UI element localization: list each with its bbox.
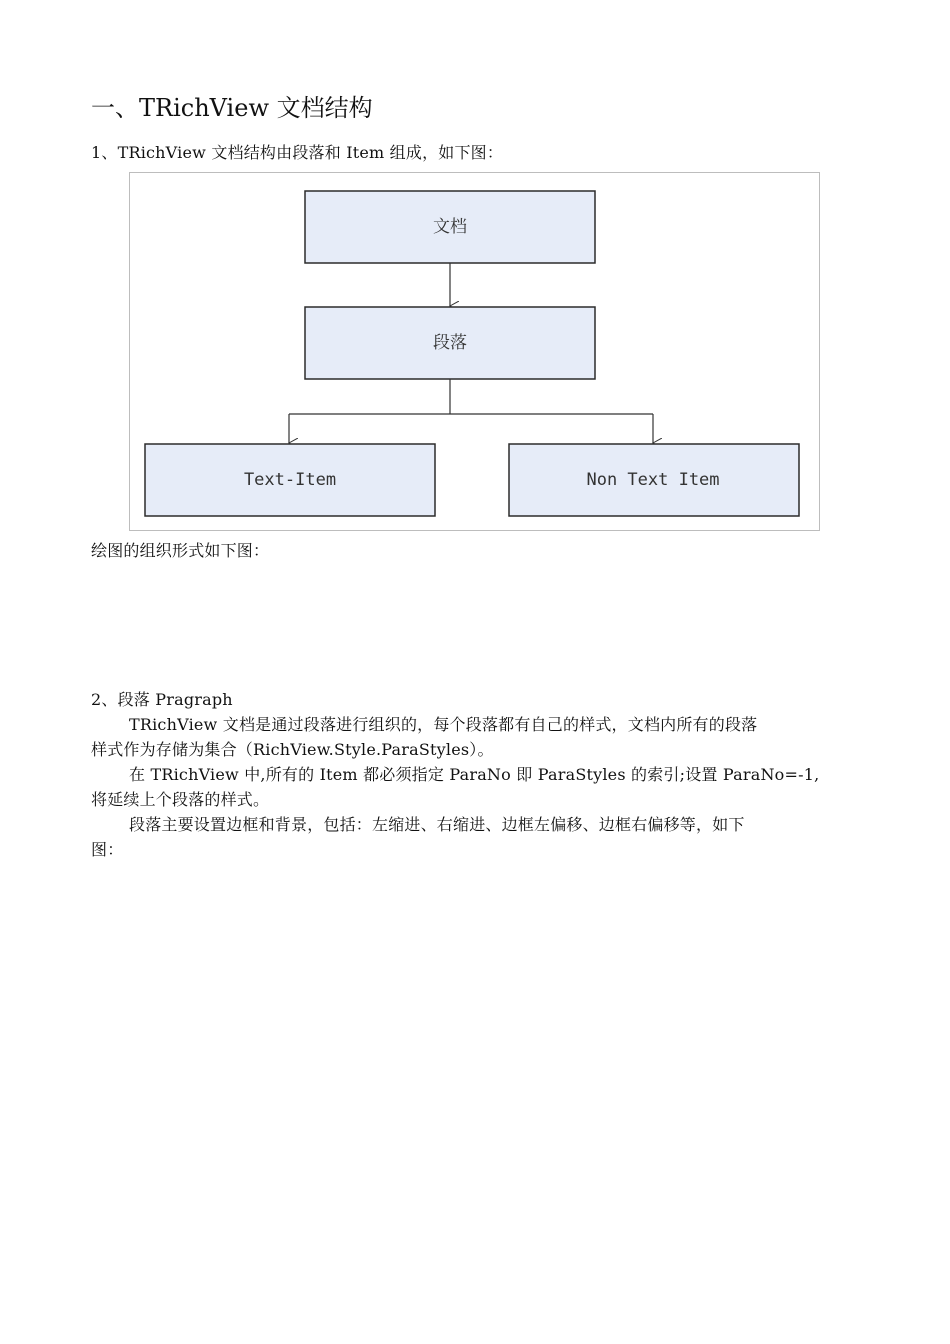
node-text-item-label: Text-Item <box>243 470 337 490</box>
node-document-label: 文档 <box>433 217 467 237</box>
node-non-text-item-label: Non Text Item <box>586 470 720 490</box>
section2-line: 将延续上个段落的样式。 <box>91 790 270 809</box>
node-document <box>305 191 595 263</box>
section2-title: 2、段落 Pragraph <box>91 690 233 709</box>
node-non-text-item <box>509 444 799 516</box>
diagram-caption: 绘图的组织形式如下图： <box>91 541 270 560</box>
connector-paragraph-to-items <box>289 379 653 443</box>
section2-line: 图： <box>91 840 124 859</box>
diagram-canvas <box>130 173 821 532</box>
section2-line: 段落主要设置边框和背景，包括：左缩进、右缩进、边框左偏移、边框右偏移等，如下 <box>129 815 745 834</box>
node-text-item <box>145 444 435 516</box>
section2-line: 在 TRichView 中,所有的 Item 都必须指定 ParaNo 即 ParaStyles 的索引;设置 ParaNo=-1, <box>129 765 820 784</box>
structure-diagram <box>129 172 820 531</box>
node-paragraph <box>305 307 595 379</box>
section1-title: 1、TRichView 文档结构由段落和 Item 组成，如下图： <box>91 143 504 162</box>
section2-line: TRichView 文档是通过段落进行组织的，每个段落都有自己的样式，文档内所有的段落 <box>129 715 758 734</box>
page-heading: 一、TRichView 文档结构 <box>91 94 373 122</box>
node-paragraph-label: 段落 <box>433 333 467 353</box>
section2-line: 样式作为存储为集合（RichView.Style.ParaStyles）。 <box>91 740 494 759</box>
